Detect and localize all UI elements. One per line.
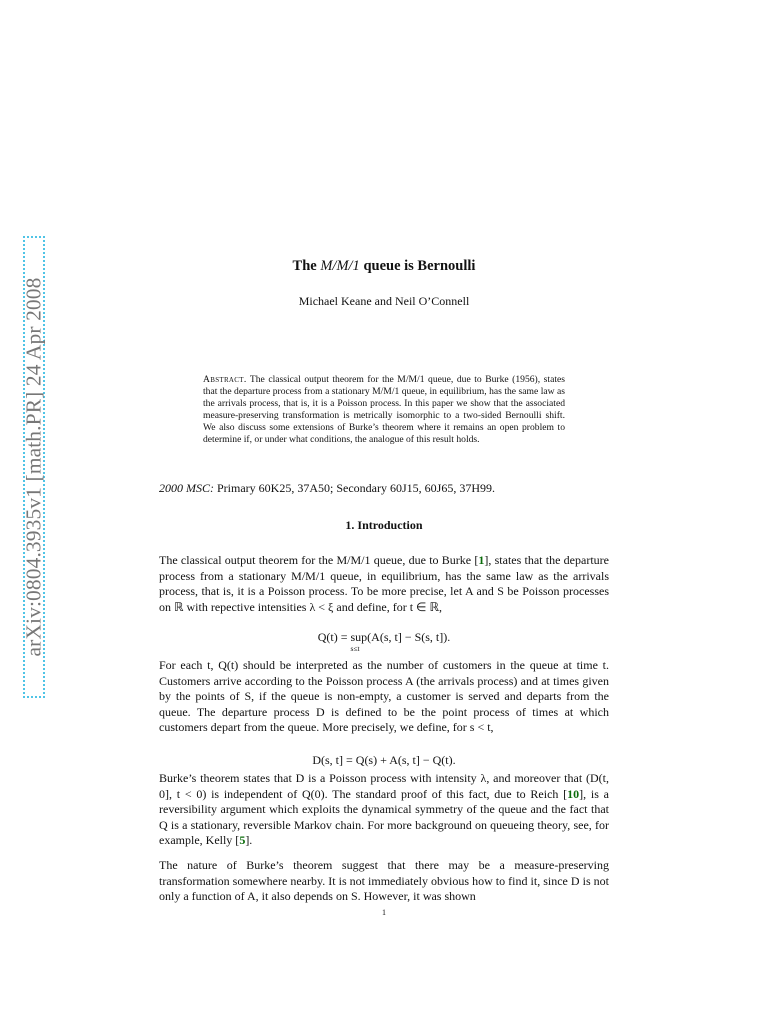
citation-link-10[interactable]: 10 — [567, 786, 580, 801]
abstract — [203, 374, 565, 447]
citation-link-1[interactable]: 1 — [478, 553, 485, 567]
para3-a: Burke’s theorem states that D is a Poisson process with intensity λ, and moreover that (D(t, 0], t < 0) is independent of Q(0). The standard proof of this fact, due to Reich [ — [159, 771, 609, 801]
paragraph-2: For each t, Q(t) should be interpreted as the number of customers in the queue at time t. Customers arrive according to the Poisson process A (the arrivals process) and at times given by the points of S, if the queue is non-empty, a customer is served and departs from the queue. The departure process D is defined to be the point process of times at which customers depart from the queue. More precisely, we define, for s < t, — [159, 658, 609, 734]
citation-link-5[interactable]: 5 — [239, 833, 246, 847]
arxiv-id: arXiv:0804.3935v1 [math.PR] 24 Apr 2008 — [21, 277, 46, 657]
para1-b: ], states that the departure process from a stationary M/M/1 queue, in equilibrium, has the same law as the arrivals process, that is, it is a Poisson process. To be more precise, let A and S be Poisson processes on ℝ with repective intensities λ < ξ and define, for t ∈ ℝ, — [159, 553, 609, 614]
equation-1-subscript: s≤t — [350, 644, 360, 653]
abstract-label: Abstract. — [203, 374, 247, 385]
paper-authors: Michael Keane and Neil O’Connell — [298, 294, 470, 308]
section-heading: 1. Introduction — [345, 518, 423, 532]
msc-label: 2000 MSC: — [159, 481, 214, 495]
paragraph-1 — [159, 553, 609, 615]
equation-2: D(s, t] = Q(s) + A(s, t] − Q(t). — [312, 753, 456, 767]
msc-classification — [159, 481, 609, 496]
paragraph-3 — [159, 771, 609, 849]
abstract-text: The classical output theorem for the M/M/1 queue, due to Burke (1956), states that the departure process from a stationary M/M/1 queue, in equilibrium, has the same law as the arrivals process, that is, it is a Poisson process. In this paper we show that the associated measure-preserving transformation is metrically isomorphic to a two-sided Bernoulli shift. We also discuss some extensions of Burke’s theorem where it remains an open problem to determine if, or under what conditions, the analogue of this result holds. — [203, 374, 565, 446]
equation-1-main: Q(t) = sup(A(s, t] − S(s, t]). — [317, 630, 451, 644]
paragraph-4: The nature of Burke’s theorem suggest that there may be a measure-preserving transformation somewhere nearby. It is not immediately obvious how to find it, since D is not only a function of A, it also depends on S. However, it was shown — [159, 858, 609, 903]
paper-title — [0, 258, 768, 275]
title-pre: The — [292, 258, 321, 274]
msc-text: Primary 60K25, 37A50; Secondary 60J15, 60J65, 37H99. — [214, 481, 495, 495]
para3-c: ]. — [245, 833, 253, 847]
title-math: M/M/1 — [320, 258, 360, 274]
page-number: 1 — [382, 908, 386, 917]
para3-b: ], is a reversibility argument which exploits the dynamical symmetry of the queue and the fact that Q is a stationary, reversible Markov chain. For more background on queueing theory, see, for example, Kelly [ — [159, 786, 609, 847]
equation-1 — [159, 630, 609, 653]
para1-a: The classical output theorem for the M/M/1 queue, due to Burke [ — [159, 553, 479, 567]
title-post: queue is Bernoulli — [359, 258, 476, 274]
